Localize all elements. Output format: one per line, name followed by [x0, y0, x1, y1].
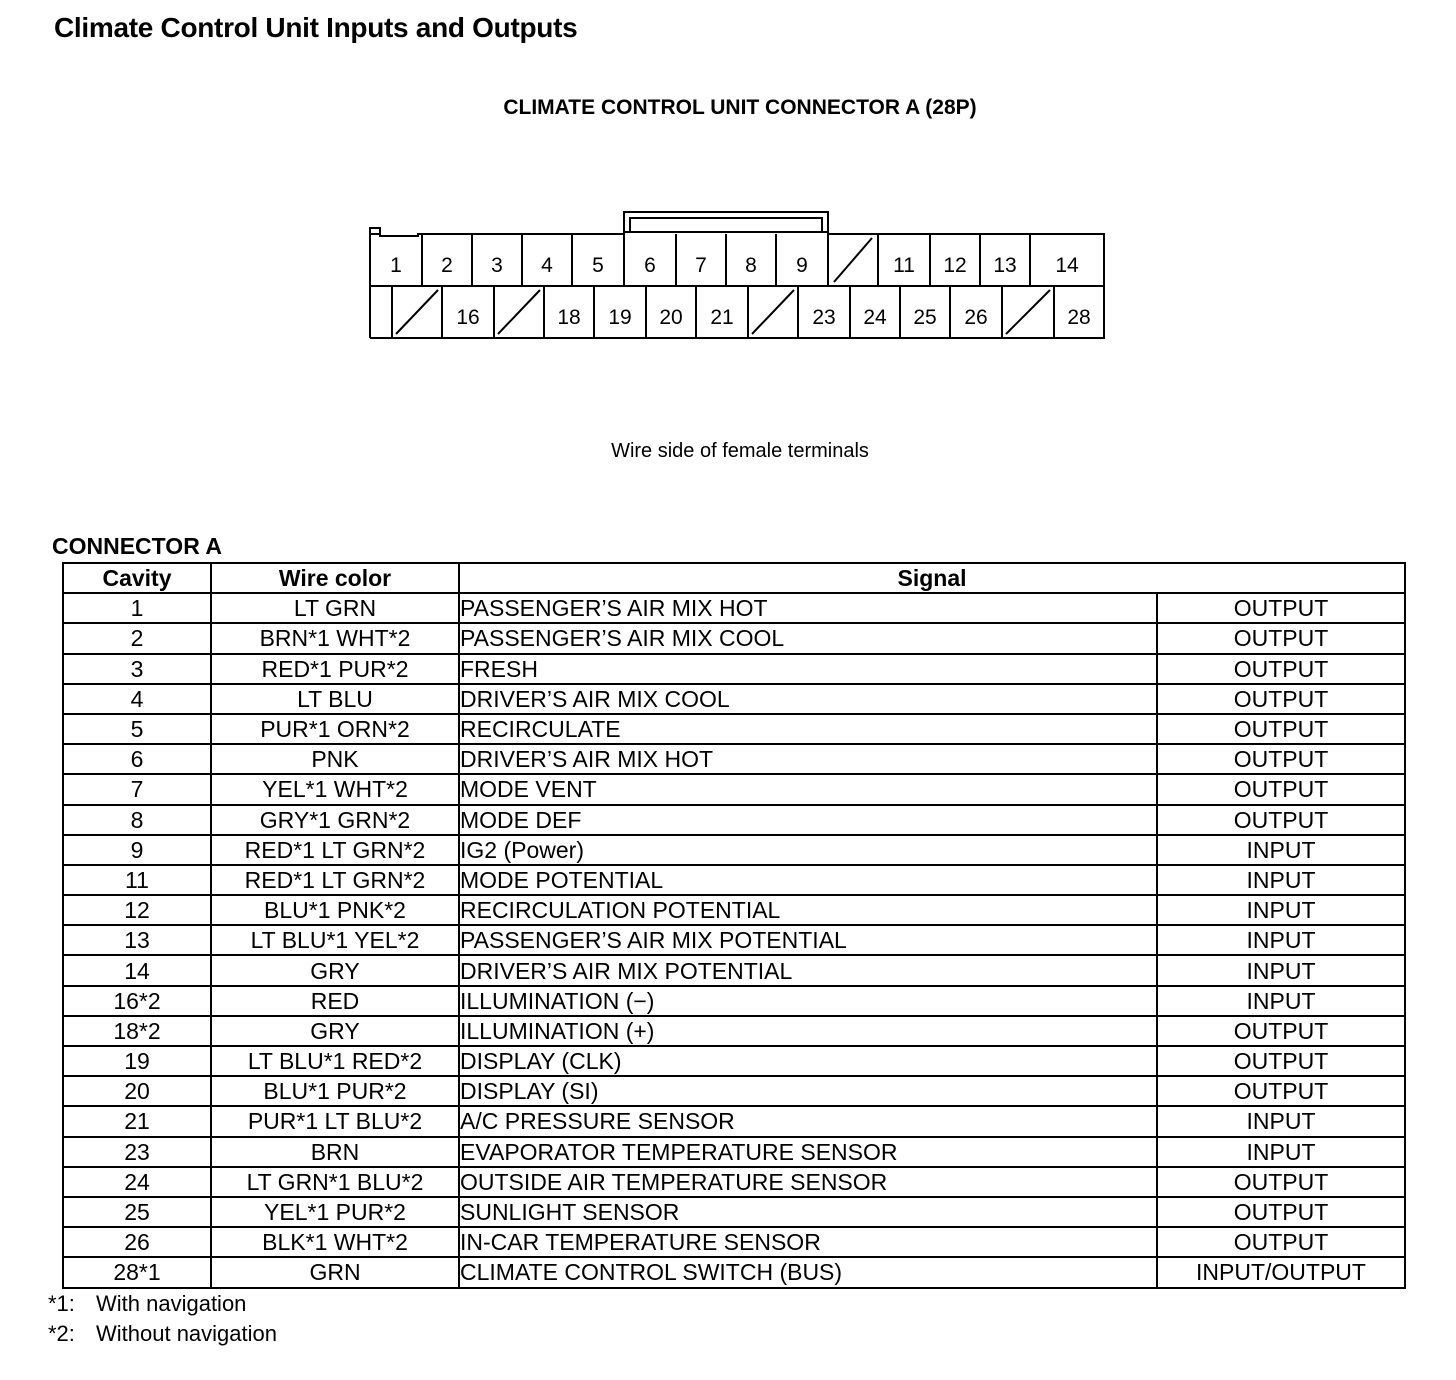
cell-signal: MODE DEF	[459, 805, 1157, 835]
cell-direction: OUTPUT	[1157, 1197, 1405, 1227]
cell-direction: OUTPUT	[1157, 744, 1405, 774]
table-row	[63, 835, 1405, 865]
footnote-2: *2: Without navigation	[48, 1321, 277, 1346]
cell-cavity: 26	[63, 1227, 211, 1257]
connector-pin-11: 11	[893, 254, 915, 277]
cell-signal: DISPLAY (SI)	[459, 1076, 1157, 1106]
connector-pin-9: 9	[796, 254, 808, 277]
connector-pin-4: 4	[541, 254, 553, 277]
table-row	[63, 684, 1405, 714]
cell-cavity: 14	[63, 955, 211, 985]
cell-cavity: 7	[63, 774, 211, 804]
table-row	[63, 1257, 1405, 1287]
cell-wire-color: LT GRN	[211, 593, 459, 623]
table-row	[63, 1167, 1405, 1197]
cell-wire-color: GRY*1 GRN*2	[211, 805, 459, 835]
cell-cavity: 1	[63, 593, 211, 623]
table-row	[63, 895, 1405, 925]
header-cavity: Cavity	[63, 563, 211, 593]
cell-signal: IN-CAR TEMPERATURE SENSOR	[459, 1227, 1157, 1257]
table-row	[63, 744, 1405, 774]
connector-pin-7: 7	[695, 254, 707, 277]
cell-signal: PASSENGER’S AIR MIX HOT	[459, 593, 1157, 623]
table-row	[63, 593, 1405, 623]
cell-signal: EVAPORATOR TEMPERATURE SENSOR	[459, 1137, 1157, 1167]
connector-pin-12: 12	[943, 254, 967, 277]
connector-pin-13: 13	[993, 254, 1017, 277]
table-row	[63, 1106, 1405, 1136]
cell-direction: INPUT	[1157, 925, 1405, 955]
cell-cavity: 20	[63, 1076, 211, 1106]
connector-pin-26: 26	[964, 306, 988, 329]
cell-direction: INPUT/OUTPUT	[1157, 1257, 1405, 1287]
table-row	[63, 623, 1405, 653]
connector-note: Wire side of female terminals	[611, 440, 869, 462]
footnote-1: *1: With navigation	[48, 1291, 247, 1316]
cell-cavity: 2	[63, 623, 211, 653]
cell-direction: OUTPUT	[1157, 623, 1405, 653]
header-wire-color: Wire color	[211, 563, 459, 593]
cell-signal: RECIRCULATION POTENTIAL	[459, 895, 1157, 925]
cell-direction: OUTPUT	[1157, 805, 1405, 835]
cell-wire-color: PUR*1 ORN*2	[211, 714, 459, 744]
cell-cavity: 11	[63, 865, 211, 895]
cell-wire-color: LT GRN*1 BLU*2	[211, 1167, 459, 1197]
pinout-table	[62, 562, 1406, 1289]
cell-direction: INPUT	[1157, 986, 1405, 1016]
cell-signal: DRIVER’S AIR MIX COOL	[459, 684, 1157, 714]
cell-cavity: 16*2	[63, 986, 211, 1016]
cell-signal: IG2 (Power)	[459, 835, 1157, 865]
cell-wire-color: GRY	[211, 1016, 459, 1046]
cell-cavity: 18*2	[63, 1016, 211, 1046]
cell-cavity: 12	[63, 895, 211, 925]
table-row	[63, 805, 1405, 835]
cell-cavity: 24	[63, 1167, 211, 1197]
cell-cavity: 4	[63, 684, 211, 714]
table-row	[63, 925, 1405, 955]
table-row	[63, 955, 1405, 985]
cell-direction: OUTPUT	[1157, 1227, 1405, 1257]
cell-direction: OUTPUT	[1157, 1076, 1405, 1106]
cell-wire-color: BRN*1 WHT*2	[211, 623, 459, 653]
table-header-row	[63, 563, 1405, 593]
table-row	[63, 774, 1405, 804]
footnotes	[48, 1289, 277, 1349]
cell-cavity: 13	[63, 925, 211, 955]
connector-pin-6: 6	[644, 254, 656, 277]
connector-pin-8: 8	[745, 254, 757, 277]
cell-direction: INPUT	[1157, 865, 1405, 895]
cell-direction: OUTPUT	[1157, 1016, 1405, 1046]
cell-wire-color: RED*1 LT GRN*2	[211, 865, 459, 895]
table-row	[63, 1137, 1405, 1167]
cell-cavity: 25	[63, 1197, 211, 1227]
cell-direction: INPUT	[1157, 835, 1405, 865]
cell-direction: OUTPUT	[1157, 1167, 1405, 1197]
connector-title: CLIMATE CONTROL UNIT CONNECTOR A (28P)	[503, 96, 977, 119]
connector-pin-19: 19	[608, 306, 632, 329]
cell-signal: DRIVER’S AIR MIX POTENTIAL	[459, 955, 1157, 985]
page-title: Climate Control Unit Inputs and Outputs	[54, 12, 578, 43]
cell-wire-color: RED*1 LT GRN*2	[211, 835, 459, 865]
cell-signal: A/C PRESSURE SENSOR	[459, 1106, 1157, 1136]
cell-signal: MODE VENT	[459, 774, 1157, 804]
cell-cavity: 28*1	[63, 1257, 211, 1287]
cell-signal: DRIVER’S AIR MIX HOT	[459, 744, 1157, 774]
cell-cavity: 23	[63, 1137, 211, 1167]
connector-pin-5: 5	[592, 254, 604, 277]
connector-pin-28: 28	[1067, 306, 1091, 329]
cell-signal: SUNLIGHT SENSOR	[459, 1197, 1157, 1227]
cell-direction: INPUT	[1157, 895, 1405, 925]
table-row	[63, 1016, 1405, 1046]
table-row	[63, 1227, 1405, 1257]
table-row	[63, 1046, 1405, 1076]
cell-wire-color: RED	[211, 986, 459, 1016]
connector-pin-18: 18	[557, 306, 581, 329]
cell-direction: OUTPUT	[1157, 774, 1405, 804]
connector-pin-14: 14	[1055, 254, 1079, 277]
cell-wire-color: LT BLU	[211, 684, 459, 714]
cell-signal: ILLUMINATION (−)	[459, 986, 1157, 1016]
cell-signal: MODE POTENTIAL	[459, 865, 1157, 895]
connector-pin-1: 1	[390, 254, 402, 277]
cell-wire-color: BLU*1 PUR*2	[211, 1076, 459, 1106]
cell-wire-color: YEL*1 WHT*2	[211, 774, 459, 804]
cell-cavity: 5	[63, 714, 211, 744]
cell-direction: OUTPUT	[1157, 593, 1405, 623]
cell-wire-color: BRN	[211, 1137, 459, 1167]
cell-wire-color: BLK*1 WHT*2	[211, 1227, 459, 1257]
connector-pin-20: 20	[659, 306, 683, 329]
cell-wire-color: LT BLU*1 YEL*2	[211, 925, 459, 955]
connector-pin-24: 24	[863, 306, 887, 329]
section-label: CONNECTOR A	[52, 533, 222, 559]
cell-direction: INPUT	[1157, 1106, 1405, 1136]
connector-pin-16: 16	[456, 306, 480, 329]
cell-signal: PASSENGER’S AIR MIX POTENTIAL	[459, 925, 1157, 955]
cell-wire-color: RED*1 PUR*2	[211, 654, 459, 684]
cell-signal: ILLUMINATION (+)	[459, 1016, 1157, 1046]
cell-signal: RECIRCULATE	[459, 714, 1157, 744]
table-row	[63, 714, 1405, 744]
cell-wire-color: GRN	[211, 1257, 459, 1287]
connector-pin-3: 3	[491, 254, 503, 277]
cell-signal: FRESH	[459, 654, 1157, 684]
cell-wire-color: PUR*1 LT BLU*2	[211, 1106, 459, 1136]
table-row	[63, 986, 1405, 1016]
cell-signal: OUTSIDE AIR TEMPERATURE SENSOR	[459, 1167, 1157, 1197]
connector-pin-21: 21	[710, 306, 734, 329]
cell-cavity: 9	[63, 835, 211, 865]
cell-cavity: 6	[63, 744, 211, 774]
cell-cavity: 8	[63, 805, 211, 835]
cell-signal: CLIMATE CONTROL SWITCH (BUS)	[459, 1257, 1157, 1287]
cell-direction: OUTPUT	[1157, 714, 1405, 744]
cell-cavity: 19	[63, 1046, 211, 1076]
table-row	[63, 865, 1405, 895]
cell-wire-color: YEL*1 PUR*2	[211, 1197, 459, 1227]
header-signal: Signal	[459, 563, 1405, 593]
cell-signal: PASSENGER’S AIR MIX COOL	[459, 623, 1157, 653]
cell-wire-color: PNK	[211, 744, 459, 774]
cell-wire-color: GRY	[211, 955, 459, 985]
cell-cavity: 3	[63, 654, 211, 684]
table-row	[63, 1197, 1405, 1227]
connector-pin-2: 2	[441, 254, 453, 277]
cell-direction: OUTPUT	[1157, 684, 1405, 714]
cell-wire-color: BLU*1 PNK*2	[211, 895, 459, 925]
cell-signal: DISPLAY (CLK)	[459, 1046, 1157, 1076]
cell-direction: OUTPUT	[1157, 1046, 1405, 1076]
table-row	[63, 1076, 1405, 1106]
table-row	[63, 654, 1405, 684]
cell-direction: INPUT	[1157, 955, 1405, 985]
cell-wire-color: LT BLU*1 RED*2	[211, 1046, 459, 1076]
cell-direction: INPUT	[1157, 1137, 1405, 1167]
connector-pin-25: 25	[913, 306, 937, 329]
cell-cavity: 21	[63, 1106, 211, 1136]
connector-diagram	[366, 208, 1110, 344]
cell-direction: OUTPUT	[1157, 654, 1405, 684]
connector-pin-23: 23	[812, 306, 836, 329]
